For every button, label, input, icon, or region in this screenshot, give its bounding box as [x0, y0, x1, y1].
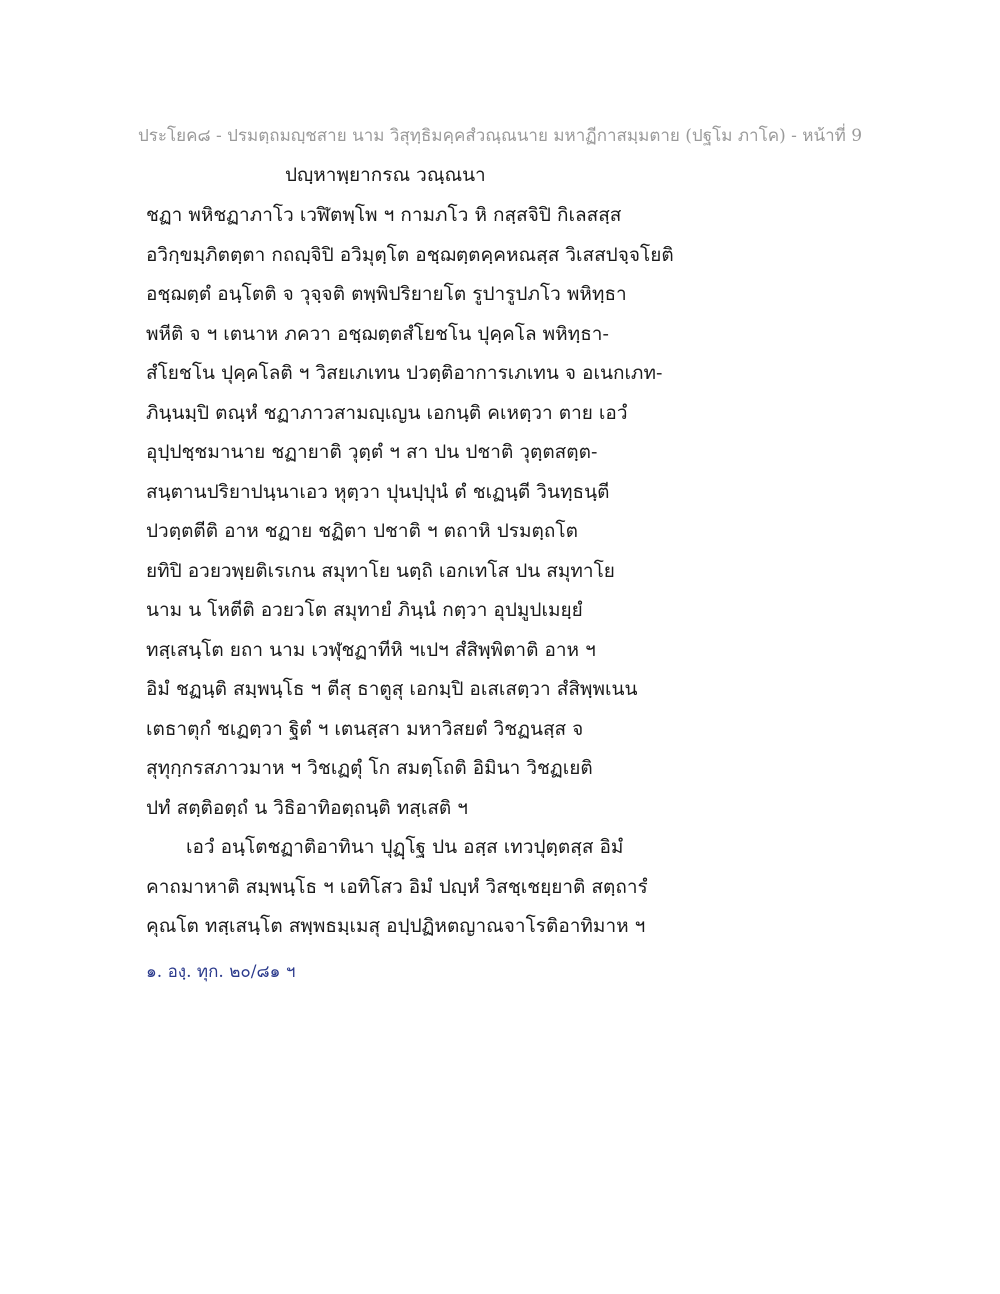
text-line: สุทุกฺกรสภาวมาห ฯ วิชเฏตุํ โก สมตฺโถติ อิมินา วิชฏเยติ — [146, 757, 593, 779]
footnote: ๑. องฺ. ทุก. ๒๐/๘๑ ฯ — [146, 962, 296, 982]
text-line: พหีติ จ ฯ เตนาห ภควา อชฺฌตฺตสํโยชโน ปุคฺคโล พหิทฺธา- — [146, 322, 609, 345]
text-line: อวิกฺขมฺภิตตฺตา กถญฺจิปิ อวิมุตฺโต อชฺฌตฺตคฺคหณสฺส วิเสสปจฺจโยติ — [146, 243, 674, 266]
text-line: นาม น โหตีติ อวยวโต สมุทายํ ภินฺนํ กตฺวา อุปมูปเมยฺยํ — [146, 599, 583, 621]
text-line: สนฺตานปริยาปนฺนาเอว หุตฺวา ปุนปฺปุนํ ตํ ชเฏนฺตี วินทฺธนฺตี — [146, 480, 610, 503]
section-title: ปญฺหาพฺยากรณ วณฺณนา — [285, 164, 486, 186]
text-line: ทสฺเสนฺโต ยถา นาม เวฬุชฏาทีหิ ฯเปฯ สํสิพฺพิตาติ อาห ฯ — [146, 638, 596, 661]
text-line: อิมํ ชฏนฺติ สมฺพนฺโธ ฯ ตีสุ ธาตูสุ เอกมฺปิ อเสเสตฺวา สํสิพฺพเนน — [146, 678, 638, 700]
body-text — [146, 200, 866, 951]
text-line: ชฏา พหิชฏาภาโว เวฬิตพฺโพ ฯ กามภโว หิ กสฺสจิปิ กิเลสสฺส — [146, 204, 622, 226]
running-header: ประโยค๘ - ปรมตฺถมญฺชสาย นาม วิสุทฺธิมคฺคสํวณฺณนาย มหาฏีกาสมฺมตาย (ปฐโม ภาโค) - หน้าที่ 9 — [137, 126, 863, 146]
text-line: ยทิปิ อวยวพฺยติเรเกน สมุทาโย นตฺถิ เอกเทโส ปน สมุทาโย — [146, 559, 615, 582]
text-line: คาถมาหาติ สมฺพนฺโธ ฯ เอทิโสว อิมํ ปญฺหํ วิสชฺเชยฺยาติ สตฺถารํ — [146, 875, 648, 898]
text-line: ปทํ สตฺติอตฺถํ น วิธิอาทิอตฺถนฺติ ทสฺเสติ ฯ — [146, 796, 468, 819]
paragraph-start-line: เอวํ อนฺโตชฏาติอาทินา ปุฏฺโฐ ปน อสฺส เทวปุตฺตสฺส อิมํ — [186, 836, 624, 858]
text-line: ภินฺนมฺปิ ตณฺหํ ชฏาภาวสามญฺเญน เอกนฺติ คเหตฺวา ตาย เอวํ — [146, 401, 628, 424]
text-line: เตธาตุกํ ชเฏตฺวา ฐิตํ ฯ เตนสฺสา มหาวิสยตํ วิชฏนสฺส จ — [146, 717, 584, 740]
text-line: อุปฺปชฺชมานาย ชฏายาติ วุตฺตํ ฯ สา ปน ปชาติ วุตฺตสตฺต- — [146, 441, 598, 463]
text-line: คุณโต ทสฺเสนฺโต สพฺพธมฺเมสุ อปฺปฏิหตญาณจาโรติอาทิมาห ฯ — [146, 915, 646, 937]
text-line: ปวตฺตตีติ อาห ชฏาย ชฏิตา ปชาติ ฯ ตถาหิ ปรมตฺถโต — [146, 520, 578, 542]
text-line: อชฺฌตฺตํ อนฺโตติ จ วุจฺจติ ตพฺพิปริยายโต รูปารูปภโว พหิทฺธา — [146, 283, 627, 305]
text-line: สํโยชโน ปุคฺคโลติ ฯ วิสยเภเทน ปวตฺติอาการเภเทน จ อเนกเภท- — [146, 362, 663, 384]
